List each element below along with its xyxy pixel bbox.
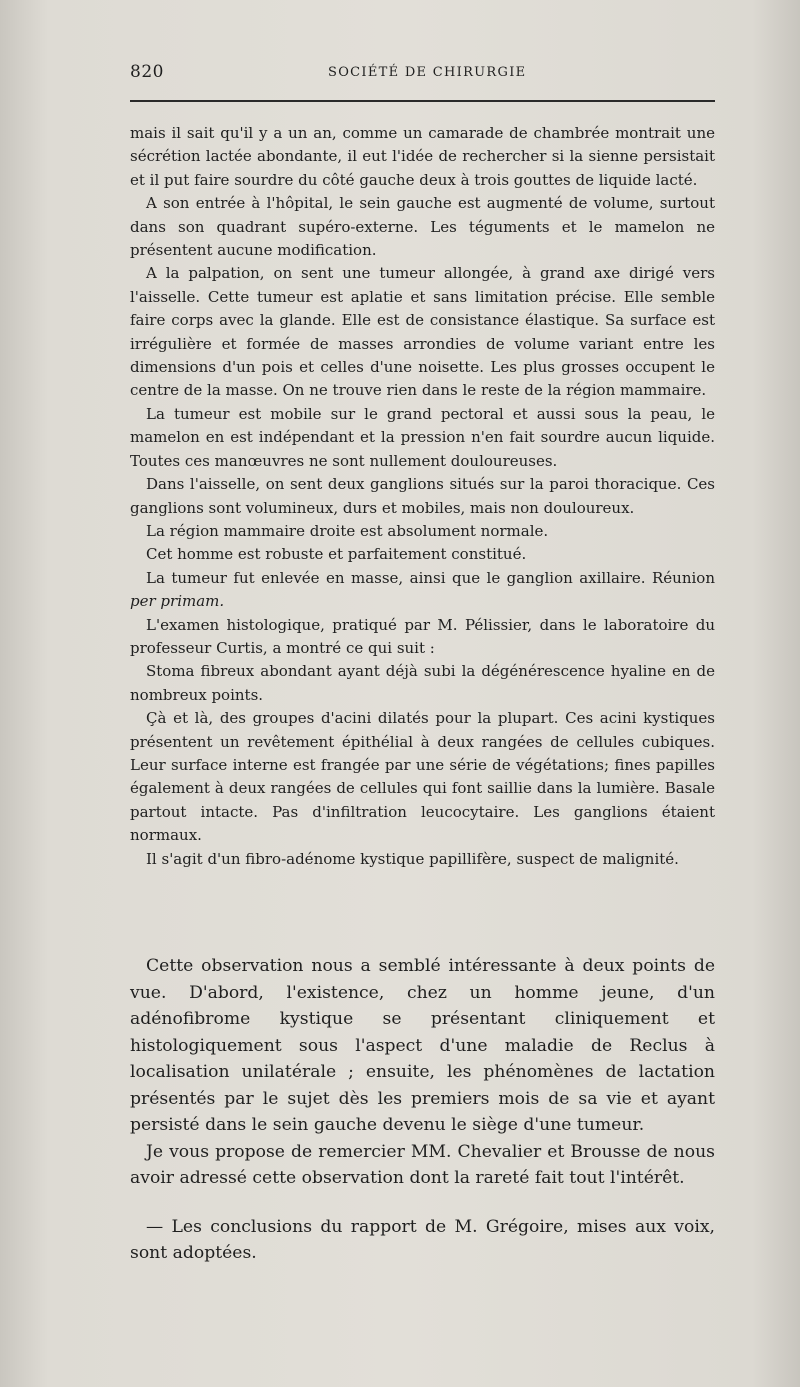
header-rule bbox=[130, 100, 715, 102]
commentary-paragraph-1: Cette observation nous a semblé intéressante à deux points de vue. D'abord, l'existence, chez un homme jeune, d'un adénofibrome kystique se présentant cliniquement et histologiquement sous l'aspect d'une maladie de Reclus à localisation unilatérale ; ensuite, les phénomènes de lactation présentés par le sujet dès les premiers mois de sa vie et ayant persisté dans le sein gauche devenu le siège d'une tumeur. bbox=[130, 956, 715, 1135]
commentary-paragraph-2: Je vous propose de remercier MM. Chevalier et Brousse de nous avoir adressé cette observation dont la rareté fait tout l'intérêt. bbox=[130, 1141, 715, 1188]
histology-paragraph-4: Il s'agit d'un fibro-adénome kystique papillifère, suspect de malignité. bbox=[146, 849, 679, 868]
surgery-paragraph bbox=[130, 567, 715, 614]
page-number: 820 bbox=[130, 62, 164, 82]
case-paragraph-7: Cet homme est robuste et parfaitement constitué. bbox=[146, 545, 527, 564]
case-paragraph-5: Dans l'aisselle, on sent deux ganglions situés sur la paroi thoracique. Ces ganglions sont volumineux, durs et mobiles, mais non douloureux. bbox=[130, 475, 715, 517]
surgery-latin-term: per primam. bbox=[130, 592, 225, 611]
histology-paragraph-3: Çà et là, des groupes d'acini dilatés pour la plupart. Ces acini kystiques présentent un revêtement épithélial à deux rangées de cellules cubiques. Leur surface interne est frangée par une série de végétations; fines papilles également à deux rangées de cellules qui font saillie dans la lumière. Basale partout intacte. Pas d'infiltration leucocytaire. Les ganglions étaient normaux. bbox=[130, 709, 715, 845]
commentary-section bbox=[130, 953, 715, 1267]
running-head bbox=[130, 62, 715, 86]
journal-title: SOCIÉTÉ DE CHIRURGIE bbox=[328, 65, 527, 80]
case-report-section bbox=[130, 122, 715, 871]
conclusion-paragraph: — Les conclusions du rapport de M. Grégoire, mises aux voix, sont adoptées. bbox=[130, 1216, 715, 1263]
surgery-text: La tumeur fut enlevée en masse, ainsi que le ganglion axillaire. Réunion bbox=[146, 568, 715, 587]
case-paragraph-6: La région mammaire droite est absolument normale. bbox=[146, 521, 549, 540]
histology-paragraph-1: L'examen histologique, pratiqué par M. Pélissier, dans le laboratoire du professeur Curtis, a montré ce qui suit : bbox=[130, 615, 715, 657]
case-paragraph-2: A son entrée à l'hôpital, le sein gauche est augmenté de volume, surtout dans son quadrant supéro-externe. Les téguments et le mamelon ne présentent aucune modification. bbox=[130, 194, 715, 260]
case-paragraph-1: mais il sait qu'il y a un an, comme un camarade de chambrée montrait une sécrétion lactée abondante, il eut l'idée de rechercher si la sienne persistait et il put faire sourdre du côté gauche deux à trois gouttes de liquide lacté. bbox=[130, 124, 715, 189]
case-paragraph-3: A la palpation, on sent une tumeur allongée, à grand axe dirigé vers l'aisselle. Cette tumeur est aplatie et sans limitation précise. Elle semble faire corps avec la glande. Elle est de consistance élastique. Sa surface est irrégulière et formée de masses arrondies de volume variant entre les dimensions d'un pois et celles d'une noisette. Les plus grosses occupent le centre de la masse. On ne trouve rien dans le reste de la région mammaire. bbox=[130, 264, 715, 400]
histology-paragraph-2: Stoma fibreux abondant ayant déjà subi la dégénérescence hyaline en de nombreux points. bbox=[130, 662, 715, 704]
case-paragraph-4: La tumeur est mobile sur le grand pectoral et aussi sous la peau, le mamelon en est indépendant et la pression n'en fait sourdre aucun liquide. Toutes ces manœuvres ne sont nullement douloureuses. bbox=[130, 404, 715, 470]
